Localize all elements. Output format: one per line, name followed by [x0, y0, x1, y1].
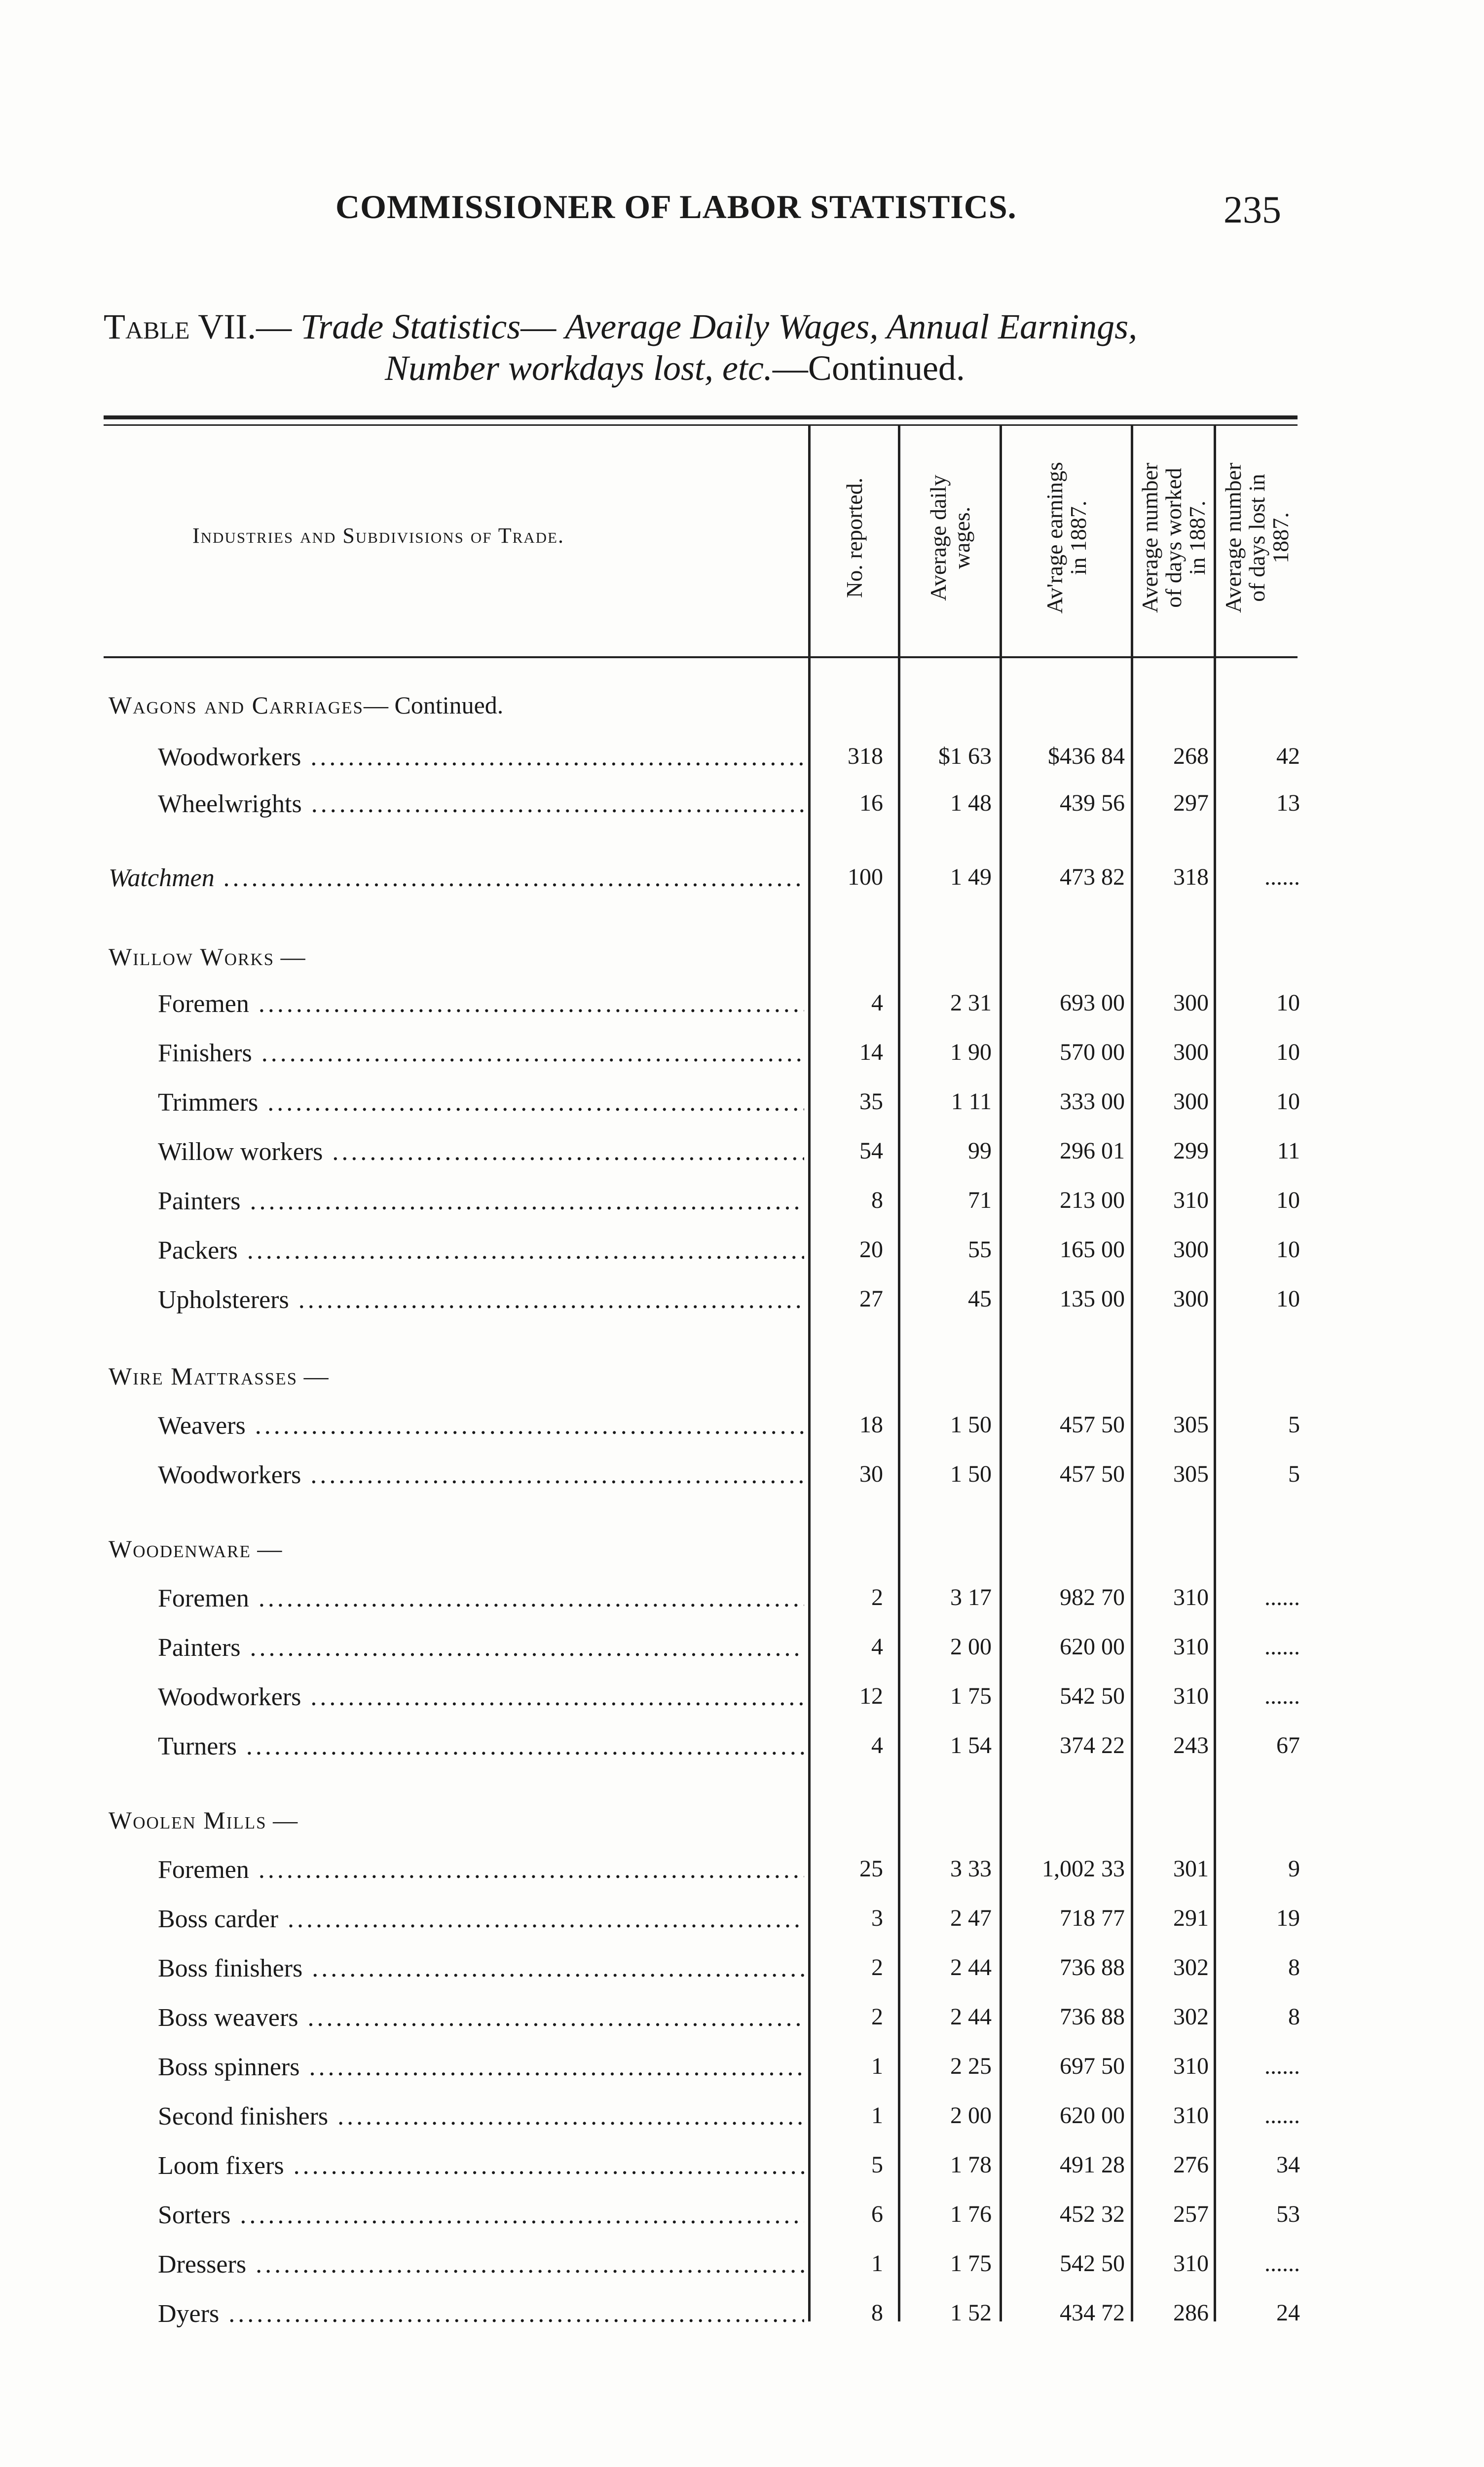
rows-18-worked: 302 [1173, 1954, 1209, 1981]
col-head-avg-wages [900, 424, 1000, 651]
rows-6-lost: 11 [1277, 1138, 1300, 1164]
rows-21-worked: 310 [1173, 2102, 1209, 2129]
rows-14-label: Woodworkers ..... [158, 1682, 804, 1712]
rows-16-wage: 3 33 [950, 1856, 992, 1882]
rows-15-earn: 374 22 [1060, 1732, 1125, 1758]
rows-23-label: Sorters ..... [158, 2201, 804, 2230]
section-heading [109, 1362, 329, 1390]
rows-15-wage: 1 54 [950, 1732, 992, 1758]
rows-14-earn: 542 50 [1060, 1683, 1125, 1709]
rows-13-wage: 2 00 [950, 1634, 992, 1660]
rows-21-no: 1 [871, 2102, 883, 2129]
rows-1-lost: 13 [1276, 790, 1300, 816]
rows-6-earn: 296 01 [1060, 1138, 1125, 1164]
rows-24-worked: 310 [1173, 2250, 1209, 2277]
rows-3-worked: 300 [1173, 990, 1209, 1016]
rows-20-worked: 310 [1173, 2053, 1209, 2079]
rows-10-lost: 5 [1288, 1412, 1300, 1438]
col-head-days-worked [1133, 424, 1214, 651]
table-row [0, 2299, 1484, 2344]
sections-4-name: Woolen Mills [109, 1806, 267, 1834]
rows-4-earn: 570 00 [1060, 1039, 1125, 1065]
rows-18-no: 2 [871, 1954, 883, 1981]
rows-17-no: 3 [871, 1905, 883, 1931]
table-label: Table VII. [104, 307, 257, 346]
header-bottom-rule [104, 656, 1298, 658]
rows-5-wage: 1 11 [951, 1088, 992, 1115]
rows-17-earn: 718 77 [1060, 1905, 1125, 1931]
rows-3-label: Foremen ..... [158, 989, 804, 1018]
table-row [0, 989, 1484, 1034]
rows-10-label: Weavers ..... [158, 1411, 804, 1440]
rows-3-earn: 693 00 [1060, 990, 1125, 1016]
rows-6-worked: 299 [1173, 1138, 1209, 1164]
rows-9-worked: 300 [1173, 1286, 1209, 1312]
table-row [0, 1682, 1484, 1727]
rows-8-wage: 55 [968, 1236, 992, 1263]
rows-14-lost: ...... [1264, 1683, 1300, 1709]
rows-11-earn: 457 50 [1060, 1461, 1125, 1487]
rows-25-worked: 286 [1173, 2300, 1209, 2326]
rows-7-label: Painters ..... [158, 1187, 804, 1216]
rows-12-worked: 310 [1173, 1584, 1209, 1610]
col-head-avg-earnings [1002, 424, 1131, 651]
rows-5-earn: 333 00 [1060, 1088, 1125, 1115]
rows-1-earn: 439 56 [1060, 790, 1125, 816]
rows-24-earn: 542 50 [1060, 2250, 1125, 2277]
table-row [0, 1088, 1484, 1132]
rows-9-wage: 45 [968, 1286, 992, 1312]
rows-24-no: 1 [871, 2250, 883, 2277]
rows-20-wage: 2 25 [950, 2053, 992, 2079]
caption-part-3: Number workdays lost, etc. [385, 348, 773, 388]
sections-1-suffix: — [274, 943, 305, 971]
section-heading [109, 1534, 282, 1563]
sections-1-name: Willow Works [109, 943, 275, 971]
rows-25-no: 8 [871, 2300, 883, 2326]
col-head-no-reported [811, 424, 898, 651]
rows-0-no: 318 [848, 743, 883, 769]
rows-8-no: 20 [859, 1236, 883, 1263]
rows-3-lost: 10 [1276, 990, 1300, 1016]
table-row [0, 1411, 1484, 1456]
rows-1-label: Wheelwrights ..... [158, 789, 804, 819]
industries-heading: Industries and Subdivisions of Trade. [192, 523, 564, 548]
rows-4-no: 14 [859, 1039, 883, 1065]
rows-7-no: 8 [871, 1187, 883, 1213]
rows-24-lost: ...... [1264, 2250, 1300, 2277]
rows-21-lost: ...... [1264, 2102, 1300, 2129]
rows-24-label: Dressers ..... [158, 2250, 804, 2279]
rows-23-earn: 452 32 [1060, 2201, 1125, 2227]
rows-5-worked: 300 [1173, 1088, 1209, 1115]
rows-10-wage: 1 50 [950, 1412, 992, 1438]
table-row [0, 2201, 1484, 2245]
rows-23-worked: 257 [1173, 2201, 1209, 2227]
rows-0-wage: $1 63 [938, 743, 992, 769]
rows-0-lost: 42 [1276, 743, 1300, 769]
rows-25-wage: 1 52 [950, 2300, 992, 2326]
rows-20-no: 1 [871, 2053, 883, 2079]
rows-14-no: 12 [859, 1683, 883, 1709]
sections-2-name: Wire Mattrasses [109, 1362, 298, 1390]
columns-avg-daily-wages: Average daily wages. [925, 475, 974, 601]
caption-part-1: Trade Statistics [300, 307, 521, 346]
sections-0-name: Wagons and Carriages [109, 691, 364, 719]
rows-19-no: 2 [871, 2004, 883, 2030]
columns-avg-earnings: Av'rage earnings in 1887. [1041, 462, 1091, 614]
caption-part-2: Average Daily Wages, Annual Earnings, [565, 307, 1138, 346]
rows-13-earn: 620 00 [1060, 1634, 1125, 1660]
rows-17-lost: 19 [1276, 1905, 1300, 1931]
rows-0-worked: 268 [1173, 743, 1209, 769]
rows-4-wage: 1 90 [950, 1039, 992, 1065]
rows-19-lost: 8 [1288, 2004, 1300, 2030]
rows-0-earn: $436 84 [1048, 743, 1125, 769]
rows-9-label: Upholsterers ..... [158, 1285, 804, 1314]
rows-18-earn: 736 88 [1060, 1954, 1125, 1981]
rows-15-worked: 243 [1173, 1732, 1209, 1758]
rows-1-wage: 1 48 [950, 790, 992, 816]
rows-13-no: 4 [871, 1634, 883, 1660]
rows-3-wage: 2 31 [950, 990, 992, 1016]
rows-22-label: Loom fixers ..... [158, 2151, 804, 2180]
rows-20-lost: ...... [1264, 2053, 1300, 2079]
rows-20-earn: 697 50 [1060, 2053, 1125, 2079]
rows-3-no: 4 [871, 990, 883, 1016]
rows-18-label: Boss finishers ..... [158, 1954, 804, 1983]
rows-2-earn: 473 82 [1060, 864, 1125, 890]
rows-8-worked: 300 [1173, 1236, 1209, 1263]
sections-4-suffix: — [266, 1806, 298, 1834]
rows-18-wage: 2 44 [950, 1954, 992, 1981]
table-row [0, 1460, 1484, 1505]
rows-8-lost: 10 [1276, 1236, 1300, 1263]
rows-19-wage: 2 44 [950, 2004, 992, 2030]
rows-6-label: Willow workers ..... [158, 1137, 804, 1166]
rows-22-no: 5 [871, 2152, 883, 2178]
rows-2-label: Watchmen ..... [109, 863, 804, 893]
rows-6-wage: 99 [968, 1138, 992, 1164]
rows-1-worked: 297 [1173, 790, 1209, 816]
rows-24-wage: 1 75 [950, 2250, 992, 2277]
sections-3-suffix: — [251, 1535, 282, 1563]
rows-10-no: 18 [859, 1412, 883, 1438]
page-number: 235 [1224, 188, 1281, 231]
table-row [0, 1584, 1484, 1628]
table-row [0, 863, 1484, 908]
rows-15-no: 4 [871, 1732, 883, 1758]
rows-13-worked: 310 [1173, 1634, 1209, 1660]
rows-22-wage: 1 78 [950, 2152, 992, 2178]
rows-8-label: Packers ..... [158, 1236, 804, 1265]
caption-dash-1: — [256, 307, 292, 346]
rows-9-lost: 10 [1276, 1286, 1300, 1312]
rows-17-wage: 2 47 [950, 1905, 992, 1931]
rows-16-lost: 9 [1288, 1856, 1300, 1882]
rows-4-label: Finishers ..... [158, 1039, 804, 1068]
rows-21-label: Second finishers ..... [158, 2102, 804, 2131]
table-row [0, 1954, 1484, 1998]
caption-dash-2: — [520, 307, 556, 346]
rows-12-label: Foremen ..... [158, 1584, 804, 1613]
top-rule-thick [104, 415, 1298, 419]
rows-19-earn: 736 88 [1060, 2004, 1125, 2030]
table-row [0, 1855, 1484, 1900]
rows-6-no: 54 [859, 1138, 883, 1164]
table-row [0, 1187, 1484, 1231]
rows-2-lost: ...... [1264, 864, 1300, 890]
rows-17-worked: 291 [1173, 1905, 1209, 1931]
rows-25-earn: 434 72 [1060, 2300, 1125, 2326]
running-head [0, 187, 1484, 247]
table-row [0, 1039, 1484, 1083]
table-row [0, 1236, 1484, 1280]
rows-16-earn: 1,002 33 [1042, 1856, 1125, 1882]
table-row [0, 2151, 1484, 2196]
columns-avg-days-worked: Average number of days worked in 1887. [1137, 462, 1210, 613]
table-row [0, 1732, 1484, 1776]
table-row [0, 1137, 1484, 1182]
rows-16-no: 25 [859, 1856, 883, 1882]
rows-19-label: Boss weavers ..... [158, 2003, 804, 2032]
rows-11-no: 30 [859, 1461, 883, 1487]
rows-14-wage: 1 75 [950, 1683, 992, 1709]
rows-11-wage: 1 50 [950, 1461, 992, 1487]
rows-2-wage: 1 49 [950, 864, 992, 890]
table-row [0, 2053, 1484, 2097]
table-row [0, 2250, 1484, 2294]
rows-25-lost: 24 [1276, 2300, 1300, 2326]
rows-25-label: Dyers ..... [158, 2299, 804, 2328]
rows-12-lost: ...... [1264, 1584, 1300, 1610]
rows-23-no: 6 [871, 2201, 883, 2227]
rows-9-earn: 135 00 [1060, 1286, 1125, 1312]
rows-11-worked: 305 [1173, 1461, 1209, 1487]
rows-12-earn: 982 70 [1060, 1584, 1125, 1610]
rows-23-wage: 1 76 [950, 2201, 992, 2227]
rows-12-wage: 3 17 [950, 1584, 992, 1610]
rows-11-lost: 5 [1288, 1461, 1300, 1487]
section-heading [109, 1806, 297, 1834]
columns-avg-days-lost: Average number of days lost in 1887. [1220, 462, 1293, 613]
table-row [0, 743, 1484, 787]
rows-10-earn: 457 50 [1060, 1412, 1125, 1438]
rows-13-lost: ...... [1264, 1634, 1300, 1660]
rows-5-lost: 10 [1276, 1088, 1300, 1115]
rows-1-no: 16 [859, 790, 883, 816]
rows-8-earn: 165 00 [1060, 1236, 1125, 1263]
rows-15-label: Turners ..... [158, 1732, 804, 1761]
rows-22-earn: 491 28 [1060, 2152, 1125, 2178]
table-row [0, 789, 1484, 834]
section-heading [109, 691, 503, 719]
rows-19-worked: 302 [1173, 2004, 1209, 2030]
col-head-days-lost [1216, 424, 1298, 651]
rows-21-wage: 2 00 [950, 2102, 992, 2129]
table-caption [104, 306, 1298, 389]
rows-4-worked: 300 [1173, 1039, 1209, 1065]
table-row [0, 1633, 1484, 1678]
rows-17-label: Boss carder ..... [158, 1905, 804, 1934]
columns-no-reported: No. reported. [841, 478, 867, 598]
rows-18-lost: 8 [1288, 1954, 1300, 1981]
sections-3-name: Woodenware [109, 1535, 251, 1563]
running-head-title: COMMISSIONER OF LABOR STATISTICS. [335, 188, 1017, 225]
rows-21-earn: 620 00 [1060, 2102, 1125, 2129]
rows-7-wage: 71 [968, 1187, 992, 1213]
caption-dash-3: — [772, 348, 808, 388]
rows-22-lost: 34 [1276, 2152, 1300, 2178]
rows-0-label: Woodworkers ..... [158, 743, 804, 772]
table-row [0, 2102, 1484, 2146]
rows-16-label: Foremen ..... [158, 1855, 804, 1884]
rows-7-lost: 10 [1276, 1187, 1300, 1213]
rows-13-label: Painters ..... [158, 1633, 804, 1662]
rows-23-lost: 53 [1276, 2201, 1300, 2227]
sections-0-suffix: — Continued. [363, 691, 504, 719]
table-row [0, 2003, 1484, 2048]
table-row [0, 1285, 1484, 1330]
rows-5-no: 35 [859, 1088, 883, 1115]
rows-5-label: Trimmers ..... [158, 1088, 804, 1117]
rows-7-worked: 310 [1173, 1187, 1209, 1213]
sections-2-suffix: — [297, 1362, 329, 1390]
rows-14-worked: 310 [1173, 1683, 1209, 1709]
rows-11-label: Woodworkers ..... [158, 1460, 804, 1490]
rows-15-lost: 67 [1276, 1732, 1300, 1758]
rows-2-worked: 318 [1173, 864, 1209, 890]
rows-4-lost: 10 [1276, 1039, 1300, 1065]
rows-12-no: 2 [871, 1584, 883, 1610]
rows-9-no: 27 [859, 1286, 883, 1312]
rows-7-earn: 213 00 [1060, 1187, 1125, 1213]
rows-10-worked: 305 [1173, 1412, 1209, 1438]
rows-16-worked: 301 [1173, 1856, 1209, 1882]
rows-22-worked: 276 [1173, 2152, 1209, 2178]
table-row [0, 1905, 1484, 1949]
caption-continued: Continued. [808, 348, 965, 388]
rows-20-label: Boss spinners ..... [158, 2053, 804, 2082]
section-heading [109, 942, 305, 971]
rows-2-no: 100 [848, 864, 883, 890]
